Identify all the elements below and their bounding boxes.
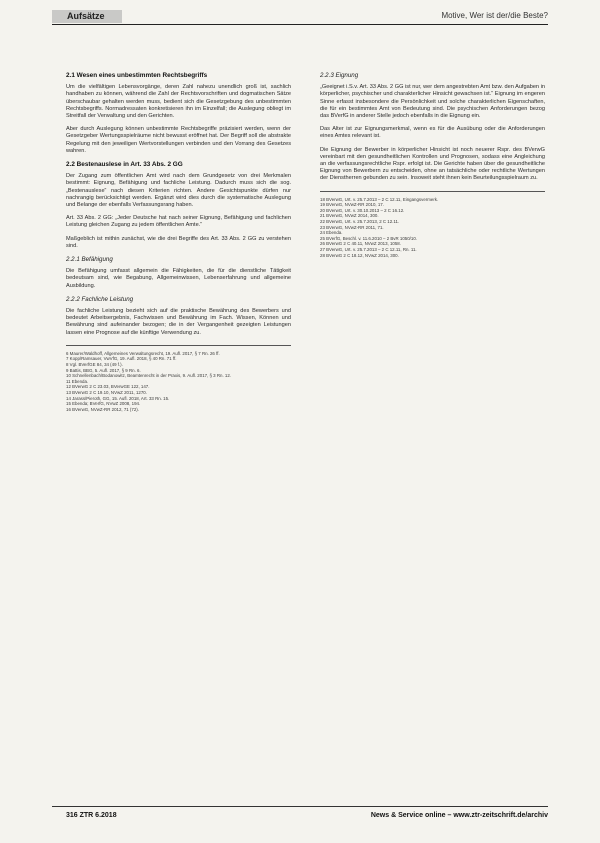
- left-column: [66, 72, 291, 412]
- footnote: 7 Kopp/Ramsauer, VwVfG, 19. Aufl. 2018, § 40 Rn. 71 ff.: [66, 356, 177, 362]
- footnote-rule: [66, 345, 291, 346]
- footnote: 24 Ebenda.: [320, 230, 343, 236]
- subheading-2-2-2: 2.2.2 Fachliche Leistung: [66, 295, 134, 303]
- paragraph: Um die vielfältigen Lebensvorgänge, deren Zahl nahezu unendlich groß ist, sachlich handhaben zu können, während die Zahl der Rechtsvorschriften und dogmatischen Sätze überschaubar gehalten werden muss, bedient sich die Gesetzgebung des unbestimmten Rechtsbegriffs. Normadressaten konkretisieren ihn im Einzelfall; die Auslegung obliegt im Streitfall der Verwaltung und den Gerichten.: [66, 84, 291, 120]
- footnote: 9 Battis, BBG, 5. Aufl. 2017, § 9 Rn. 6.: [66, 367, 141, 373]
- footnote: 12 BVerwG 2 C 23.03, BVerwGE 122, 147.: [66, 384, 150, 390]
- paragraph: Die Eignung der Bewerber in körperlicher Hinsicht ist noch neuerer Rspr. des BVerwG vereinbart mit den gesundheitlichen Kontrollen und Prognosen, sodass eine Angleichung an die verfassungsrechtliche Rspr. erfolgt ist. Die Gerichte haben über die gesundheitliche Eignung von Bewerbern zu entscheiden, ohne an tatsächliche oder rechtliche Wertungen der Dienstherren gebunden zu sein. Insoweit steht ihnen kein Beurteilungsspielraum zu.: [320, 146, 545, 182]
- section-tag: [52, 10, 122, 23]
- paragraph: Das Alter ist zur Eignungsmerkmal, wenn es für die Ausübung oder die Anforderungen eines Amtes relevant ist.: [320, 126, 545, 140]
- footnote: 27 BVerwG, Urt. v. 25.7.2013 – 2 C 12.11, Rn. 11.: [320, 246, 417, 252]
- footnote: 16 BVerwG, NVwZ-RR 2012, 71 (72).: [66, 406, 139, 412]
- subheading-2-2-3: 2.2.3 Eignung: [320, 72, 359, 79]
- running-title: Motive, Wer ist der/die Beste?: [441, 11, 548, 20]
- footnote: 14 Jarass/Pieroth, GG, 15. Aufl. 2018, Art. 33 Rn. 15.: [66, 395, 170, 401]
- footnote: 21 BVerwG, NVwZ 2014, 300.: [320, 213, 379, 219]
- subheading-2-2-1: 2.2.1 Befähigung: [66, 256, 113, 264]
- footnote: 15 Ebenda; BVerfG, NVwZ 2008, 194.: [66, 401, 141, 407]
- heading-2-1: 2.1 Wesen eines unbestimmten Rechtsbegriffs: [66, 72, 208, 79]
- paragraph: Die Befähigung umfasst allgemein die Fähigkeiten, die für die dienstliche Tätigkeit bedeutsam sind, wie Begabung, Allgemeinwissen, Lebenserfahrung und allgemeine Ausbildung.: [66, 268, 291, 289]
- paragraph: Art. 33 Abs. 2 GG: „Jeder Deutsche hat nach seiner Eignung, Befähigung und fachlichen Leistung gleichen Zugang zu jedem öffentlichen Amte.“: [66, 215, 291, 229]
- footnote-rule: [320, 191, 545, 192]
- paragraph: Maßgeblich ist mithin zunächst, wie die drei Begriffe des Art. 33 Abs. 2 GG zu verstehen sind.: [66, 235, 291, 249]
- footnote: 23 BVerwG, NVwZ-RR 2011, 71.: [320, 224, 384, 230]
- footnote: 25 BVerfG, Beschl. v. 11.6.2010 – 2 BvR 1050/10.: [320, 235, 417, 241]
- paragraph: „Geeignet i.S.v. Art. 33 Abs. 2 GG ist nur, wer dem angestrebten Amt bzw. den Aufgaben in körperlicher, psychischer und charakterlicher Hinsicht gewachsen ist.“ Eignung im engeren Sinne erfasst insbesondere die Persönlichkeit und solche charakterlichen Eigenschaften, die für ein bestimmtes Amt von Bedeutung sind. Die psychischen Anforderungen bezog das BVerfG in anderer Stelle jedoch ebenfalls in die Eignung ein.: [320, 84, 545, 120]
- section-tag-label: Aufsätze: [67, 11, 105, 21]
- footnote: 6 Maurer/Waldhoff, Allgemeines Verwaltungsrecht, 19. Aufl. 2017, § 7 Rn. 26 ff.: [66, 350, 220, 356]
- footnote: 19 BVerwG, NVwZ-RR 2010, 17.: [320, 202, 384, 208]
- footnote: 10 Schnellenbach/Bodanowitz, Beamtenrecht in der Praxis, 9. Aufl. 2017, § 3 Rn. 12.: [66, 373, 231, 379]
- footnote: 18 BVerwG, Urt. v. 25.7.2013 – 2 C 12.11, Eingangsvermerk.: [320, 196, 439, 202]
- footnote: 28 BVerwG 2 C 18.12, NVwZ 2014, 300.: [320, 252, 399, 258]
- archive-link[interactable]: News & Service online – www.ztr-zeitschrift.de/archiv: [370, 812, 548, 819]
- page-number-journal: 316 ZTR 6.2018: [66, 812, 117, 819]
- footnote: 13 BVerwG 2 C 19.10, NVwZ 2011, 1270.: [66, 390, 147, 396]
- heading-2-2: 2.2 Bestenauslese in Art. 33 Abs. 2 GG: [66, 161, 183, 169]
- footnote: 22 BVerwG, Urt. v. 25.7.2013, 2 C 12.11.: [320, 219, 400, 225]
- paragraph: Die fachliche Leistung bezieht sich auf die praktische Bewährung des Bewerbers und bedeutet Arbeitsergebnis, Fachwissen und Bewährung im Fach. Wissen, Können und Bewährung sind aufeinander bezogen; die in der Vergangenheit gezeigten Leistungen lassen eine Prognose auf die künftige Verwendung zu.: [66, 308, 291, 336]
- footnote: 8 Vgl. BVerfGE 84, 34 (49 f.).: [66, 362, 123, 368]
- paragraph: Aber durch Auslegung können unbestimmte Rechtsbegriffe präzisiert werden, wenn der Gesetzgeber Wertungsspielräume nicht bewusst eröffnet hat. Der Begriff soll die abstrakte Regelung mit den jeweiligen Wertvorstellungen verbinden und den Vorrang des Gesetzes wahren.: [66, 126, 291, 154]
- footnote: 20 BVerwG, Urt. v. 30.10.2013 – 2 C 16.12.: [320, 207, 405, 213]
- paragraph: Der Zugang zum öffentlichen Amt wird nach dem Grundgesetz von drei Merkmalen bestimmt: Eignung, Befähigung und fachliche Leistung. Dadurch muss sich die sog. „Bestenauslese“ nach diesen Kriterien richten. Andere Gesichtspunkte dürfen nur nachrangig berücksichtigt werden. Ergänzt wird dies durch die systematische Auslegung und Belange der ebenfalls Verfassungsrang haben.: [66, 173, 291, 209]
- right-column: [320, 72, 545, 258]
- footnote: 26 BVerwG 2 C 40.11, NVwZ 2013, 1058.: [320, 241, 401, 247]
- header-rule: [52, 24, 548, 25]
- footer-rule: [52, 806, 548, 807]
- footnote: 11 Ebenda.: [66, 378, 89, 384]
